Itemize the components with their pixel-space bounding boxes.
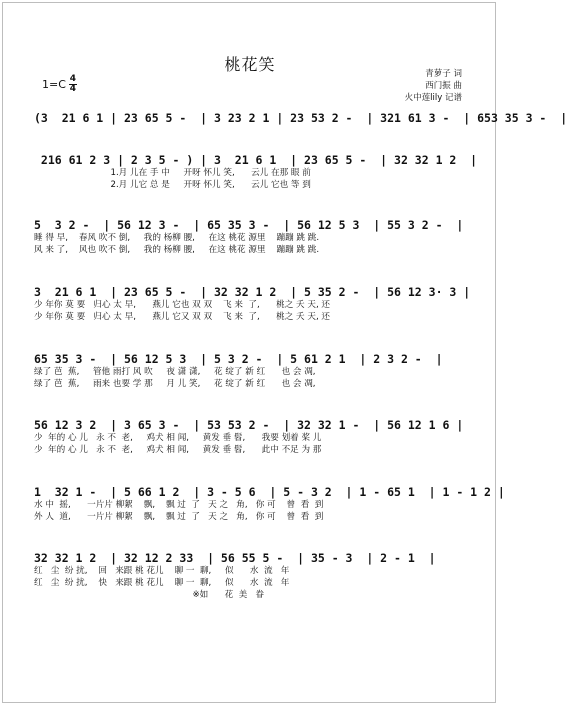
score-row-8 [34, 551, 464, 601]
key-label: 1=C [42, 78, 66, 91]
transcriber: 火中莲lily 记谱 [404, 93, 462, 103]
lyric-line-2: 绿了 芭 蕉, 雨来 也要 学 那 月 儿 笑, 花 绽了 新 红 也 会 凋, [34, 379, 316, 389]
score-row-2 [34, 153, 478, 191]
lyric-line-1: 少 年你 莫 要 归心 太 早, 燕儿 它也 双 双 飞 来 了, 桃之 夭 天, 还 [34, 300, 330, 310]
lyric-line-1: 睡 得 早, 春风 吹不 倒, 我的 杨柳 腰, 在这 桃花 源里 蹦蹦 跳 跳. [34, 233, 320, 243]
time-signature [69, 75, 77, 94]
score-row-1 [34, 111, 567, 125]
lyric-line-2: 2.月 儿它 总 是 开呀 怀儿 笑, 云儿 它也 等 到 [34, 180, 311, 190]
lyric-line-2: 红 尘 纷 扰, 快 来跟 桃 花儿 聊 一 聊, 似 水 流 年 [34, 578, 290, 588]
lyric-line-1: 1.月 儿在 手 中 开呀 怀儿 笑, 云儿 在那 眼 前 [34, 168, 311, 178]
time-signature-top: 4 [69, 74, 77, 84]
key-signature [42, 75, 77, 94]
lyric-line-2: 少 年你 莫 要 归心 太 早, 燕儿 它又 双 双 飞 来 了, 桃之 夭 天, 还 [34, 312, 330, 322]
song-title: 桃花笑 [224, 55, 276, 74]
score-row-4 [34, 285, 471, 323]
notation-line: 216 61 2 3 | 2 3 5 - ) | 3 21 6 1 | 23 65 5 - | 32 32 1 2 | [34, 153, 478, 167]
score-row-7 [34, 485, 505, 523]
lyric-line-1: 红 尘 纷 扰, 回 来跟 桃 花儿 聊 一 聊, 似 水 流 年 [34, 566, 290, 576]
composer: 西门振 曲 [425, 81, 462, 91]
lyric-line-1: 少 年的 心 儿 永 不 老, 鸡犬 相 闻, 黄发 垂 髫, 我要 划着 桨 儿 [34, 433, 322, 443]
lyric-line-1: 绿了 芭 蕉, 管他 雨打 风 吹 夜 潇 潇, 花 绽了 新 红 也 会 凋, [34, 367, 316, 377]
time-signature-bottom: 4 [69, 84, 77, 94]
notation-line: (3 21 6 1 | 23 65 5 - | 3 23 2 1 | 23 53 2 - | 321 61 3 - | 653 35 3 - | [34, 111, 567, 125]
notation-line: 1 32 1 - | 5 66 1 2 | 3 - 5 6 | 5 - 3 2 | 1 - 65 1 | 1 - 1 2 | [34, 485, 505, 499]
score-row-3 [34, 218, 464, 256]
lyric-line-3: ※如 花 美 眷 [34, 590, 265, 600]
credits [405, 68, 462, 104]
score-row-5 [34, 352, 464, 390]
notation-line: 56 12 3 2 | 3 65 3 - | 53 53 2 - | 32 32 1 - | 56 12 1 6 | [34, 418, 464, 432]
lyric-line-2: 风 来 了, 风也 吹不 倒, 我的 杨柳 腰, 在这 桃花 源里 蹦蹦 跳 跳. [34, 245, 320, 255]
lyric-line-1: 水 中 摇, 一片片 柳絮 飘, 飘 过 了 天 之 角, 你 可 曾 看 到 [34, 500, 324, 510]
notation-line: 65 35 3 - | 56 12 5 3 | 5 3 2 - | 5 61 2 1 | 2 3 2 - | [34, 352, 443, 366]
notation-line: 3 21 6 1 | 23 65 5 - | 32 32 1 2 | 5 35 2 - | 56 12 3· 3 | [34, 285, 471, 299]
score-row-6 [34, 418, 464, 456]
notation-line: 32 32 1 2 | 32 12 2 33 | 56 55 5 - | 35 - 3 | 2 - 1 | [34, 551, 436, 565]
notation-line: 5 3 2 - | 56 12 3 - | 65 35 3 - | 56 12 5 3 | 55 3 2 - | [34, 218, 464, 232]
lyric-line-2: 少 年的 心 儿 永 不 老, 鸡犬 相 闻, 黄发 垂 髫, 此中 不足 为 那 [34, 445, 322, 455]
lyric-line-2: 外 人 道, 一片片 柳絮 飘, 飘 过 了 天 之 角, 你 可 曾 看 到 [34, 512, 324, 522]
lyricist: 青萝子 词 [425, 69, 462, 79]
